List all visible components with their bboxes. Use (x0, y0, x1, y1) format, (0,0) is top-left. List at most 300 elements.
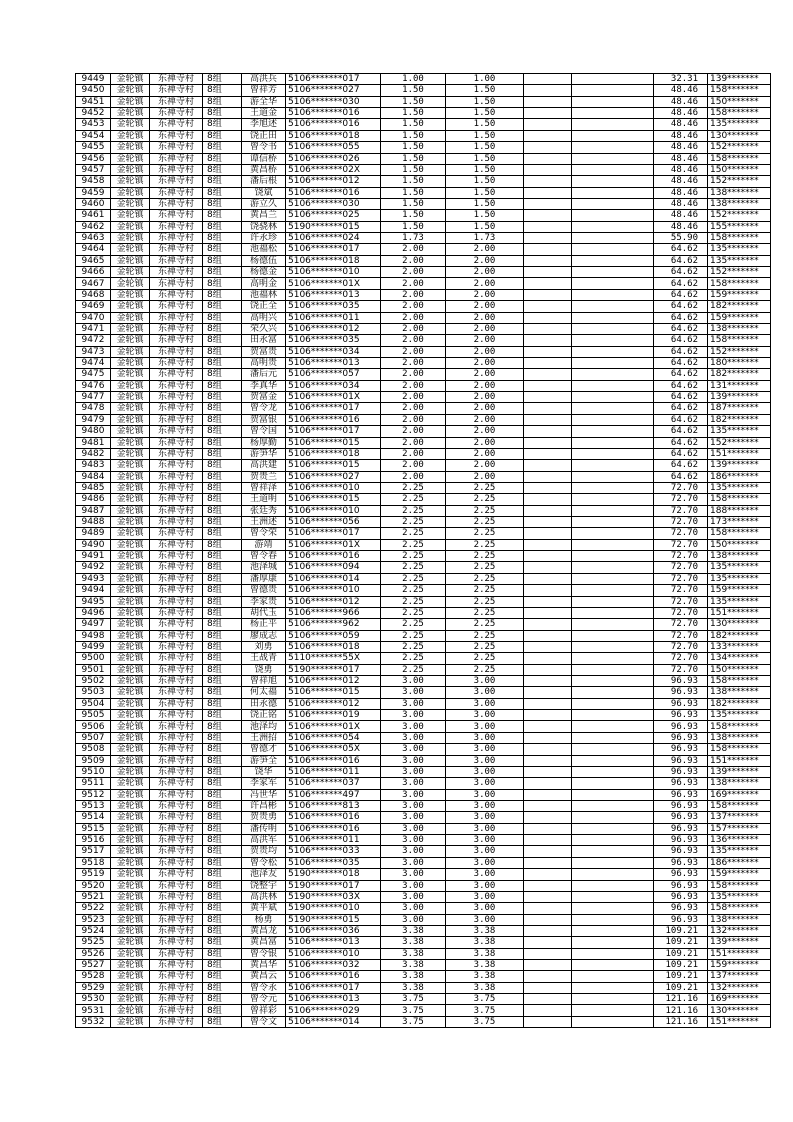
table-row (76, 108, 771, 119)
group-cell: 8组 (203, 267, 242, 278)
area-confirmed-cell: 3.00 (446, 880, 524, 891)
village-cell: 东禅寺村 (150, 846, 203, 857)
blank-cell (524, 187, 572, 198)
phone-cell: 158******* (708, 721, 771, 732)
area-confirmed-cell: 3.00 (446, 903, 524, 914)
table-row (76, 142, 771, 153)
row-number-cell: 9452 (76, 108, 111, 119)
row-number-cell: 9458 (76, 176, 111, 187)
town-cell: 金轮镇 (111, 335, 150, 346)
group-cell: 8组 (203, 255, 242, 266)
town-cell: 金轮镇 (111, 369, 150, 380)
group-cell: 8组 (203, 710, 242, 721)
amount-cell: 48.46 (654, 130, 708, 141)
phone-cell: 132******* (708, 982, 771, 993)
table-row (76, 812, 771, 823)
id-number-cell: 5190*******015 (286, 221, 381, 232)
town-cell: 金轮镇 (111, 835, 150, 846)
name-cell: 黄昌龙 (242, 925, 286, 936)
area-cell: 2.00 (381, 289, 446, 300)
phone-cell: 158******* (708, 85, 771, 96)
town-cell: 金轮镇 (111, 846, 150, 857)
town-cell: 金轮镇 (111, 698, 150, 709)
group-cell: 8组 (203, 641, 242, 652)
id-number-cell: 5106*******012 (286, 176, 381, 187)
row-number-cell: 9527 (76, 960, 111, 971)
area-cell: 2.00 (381, 448, 446, 459)
name-cell: 黄昌桥 (242, 164, 286, 175)
name-cell: 廖成志 (242, 630, 286, 641)
row-number-cell: 9468 (76, 289, 111, 300)
area-confirmed-cell: 2.25 (446, 528, 524, 539)
id-number-cell: 5106*******497 (286, 789, 381, 800)
area-cell: 2.00 (381, 323, 446, 334)
blank-cell (524, 596, 572, 607)
blank-cell (572, 221, 654, 232)
group-cell: 8组 (203, 198, 242, 209)
table-row (76, 573, 771, 584)
row-number-cell: 9460 (76, 198, 111, 209)
table-row (76, 948, 771, 959)
village-cell: 东禅寺村 (150, 460, 203, 471)
id-number-cell: 5106*******017 (286, 982, 381, 993)
name-cell: 李旭述 (242, 119, 286, 130)
name-cell: 冯世华 (242, 789, 286, 800)
phone-cell: 159******* (708, 960, 771, 971)
group-cell: 8组 (203, 505, 242, 516)
group-cell: 8组 (203, 392, 242, 403)
blank-cell (572, 676, 654, 687)
area-cell: 2.00 (381, 357, 446, 368)
area-confirmed-cell: 2.00 (446, 346, 524, 357)
area-cell: 2.00 (381, 301, 446, 312)
name-cell: 黄昌云 (242, 971, 286, 982)
phone-cell: 186******* (708, 857, 771, 868)
table-row (76, 585, 771, 596)
blank-cell (524, 85, 572, 96)
id-number-cell: 5106*******018 (286, 641, 381, 652)
row-number-cell: 9510 (76, 766, 111, 777)
phone-cell: 158******* (708, 676, 771, 687)
blank-cell (572, 801, 654, 812)
name-cell: 李真华 (242, 380, 286, 391)
area-confirmed-cell: 2.25 (446, 482, 524, 493)
phone-cell: 158******* (708, 494, 771, 505)
table-row (76, 85, 771, 96)
area-confirmed-cell: 2.00 (446, 471, 524, 482)
area-confirmed-cell: 3.00 (446, 766, 524, 777)
blank-cell (572, 335, 654, 346)
blank-cell (524, 732, 572, 743)
area-confirmed-cell: 1.00 (446, 74, 524, 85)
table-row (76, 732, 771, 743)
blank-cell (524, 1016, 572, 1027)
town-cell: 金轮镇 (111, 812, 150, 823)
table-row (76, 914, 771, 925)
blank-cell (524, 198, 572, 209)
group-cell: 8组 (203, 766, 242, 777)
group-cell: 8组 (203, 948, 242, 959)
row-number-cell: 9498 (76, 630, 111, 641)
amount-cell: 48.46 (654, 85, 708, 96)
blank-cell (572, 551, 654, 562)
amount-cell: 32.31 (654, 74, 708, 85)
amount-cell: 64.62 (654, 437, 708, 448)
group-cell: 8组 (203, 960, 242, 971)
group-cell: 8组 (203, 937, 242, 948)
amount-cell: 48.46 (654, 164, 708, 175)
blank-cell (572, 494, 654, 505)
amount-cell: 96.93 (654, 721, 708, 732)
row-number-cell: 9531 (76, 1005, 111, 1016)
row-number-cell: 9487 (76, 505, 111, 516)
blank-cell (524, 323, 572, 334)
town-cell: 金轮镇 (111, 255, 150, 266)
id-number-cell: 5106*******013 (286, 357, 381, 368)
town-cell: 金轮镇 (111, 346, 150, 357)
village-cell: 东禅寺村 (150, 176, 203, 187)
row-number-cell: 9517 (76, 846, 111, 857)
phone-cell: 150******* (708, 164, 771, 175)
name-cell: 曾令永 (242, 982, 286, 993)
blank-cell (524, 244, 572, 255)
amount-cell: 96.93 (654, 914, 708, 925)
town-cell: 金轮镇 (111, 551, 150, 562)
phone-cell: 152******* (708, 176, 771, 187)
group-cell: 8组 (203, 676, 242, 687)
area-cell: 2.25 (381, 653, 446, 664)
id-number-cell: 5110*******55X (286, 653, 381, 664)
town-cell: 金轮镇 (111, 471, 150, 482)
blank-cell (572, 346, 654, 357)
table-row (76, 801, 771, 812)
group-cell: 8组 (203, 664, 242, 675)
group-cell: 8组 (203, 982, 242, 993)
blank-cell (524, 789, 572, 800)
area-cell: 1.50 (381, 210, 446, 221)
village-cell: 东禅寺村 (150, 755, 203, 766)
town-cell: 金轮镇 (111, 392, 150, 403)
phone-cell: 134******* (708, 653, 771, 664)
name-cell: 杨厚勤 (242, 437, 286, 448)
area-confirmed-cell: 2.25 (446, 494, 524, 505)
phone-cell: 135******* (708, 255, 771, 266)
row-number-cell: 9520 (76, 880, 111, 891)
phone-cell: 169******* (708, 994, 771, 1005)
id-number-cell: 5106*******035 (286, 301, 381, 312)
name-cell: 高明金 (242, 278, 286, 289)
village-cell: 东禅寺村 (150, 710, 203, 721)
id-number-cell: 5106*******01X (286, 278, 381, 289)
id-number-cell: 5106*******016 (286, 187, 381, 198)
area-confirmed-cell: 1.50 (446, 108, 524, 119)
name-cell: 曾令龙 (242, 403, 286, 414)
row-number-cell: 9459 (76, 187, 111, 198)
row-number-cell: 9470 (76, 312, 111, 323)
phone-cell: 182******* (708, 698, 771, 709)
town-cell: 金轮镇 (111, 528, 150, 539)
area-confirmed-cell: 3.00 (446, 710, 524, 721)
name-cell: 曾祥旭 (242, 676, 286, 687)
table-row (76, 1005, 771, 1016)
blank-cell (572, 1005, 654, 1016)
amount-cell: 72.70 (654, 596, 708, 607)
area-confirmed-cell: 1.50 (446, 119, 524, 130)
area-confirmed-cell: 2.00 (446, 323, 524, 334)
row-number-cell: 9501 (76, 664, 111, 675)
blank-cell (524, 573, 572, 584)
group-cell: 8组 (203, 732, 242, 743)
id-number-cell: 5106*******030 (286, 198, 381, 209)
table-row (76, 96, 771, 107)
name-cell: 饶整宇 (242, 880, 286, 891)
area-cell: 1.50 (381, 119, 446, 130)
group-cell: 8组 (203, 312, 242, 323)
town-cell: 金轮镇 (111, 198, 150, 209)
table-row (76, 721, 771, 732)
phone-cell: 159******* (708, 289, 771, 300)
name-cell: 杨德伍 (242, 255, 286, 266)
town-cell: 金轮镇 (111, 585, 150, 596)
phone-cell: 135******* (708, 891, 771, 902)
group-cell: 8组 (203, 187, 242, 198)
area-cell: 1.73 (381, 233, 446, 244)
blank-cell (572, 937, 654, 948)
name-cell: 曾令国 (242, 426, 286, 437)
area-confirmed-cell: 1.50 (446, 142, 524, 153)
blank-cell (572, 812, 654, 823)
name-cell: 许永珍 (242, 233, 286, 244)
area-confirmed-cell: 1.50 (446, 85, 524, 96)
area-confirmed-cell: 1.50 (446, 210, 524, 221)
area-confirmed-cell: 1.50 (446, 187, 524, 198)
village-cell: 东禅寺村 (150, 142, 203, 153)
blank-cell (524, 823, 572, 834)
table-row (76, 267, 771, 278)
row-number-cell: 9503 (76, 687, 111, 698)
area-cell: 1.50 (381, 153, 446, 164)
blank-cell (572, 687, 654, 698)
blank-cell (524, 846, 572, 857)
amount-cell: 48.46 (654, 187, 708, 198)
village-cell: 东禅寺村 (150, 789, 203, 800)
blank-cell (572, 312, 654, 323)
area-cell: 3.00 (381, 687, 446, 698)
town-cell: 金轮镇 (111, 301, 150, 312)
blank-cell (572, 301, 654, 312)
phone-cell: 137******* (708, 812, 771, 823)
table-row (76, 744, 771, 755)
blank-cell (572, 414, 654, 425)
phone-cell: 138******* (708, 732, 771, 743)
phone-cell: 151******* (708, 448, 771, 459)
blank-cell (524, 448, 572, 459)
amount-cell: 96.93 (654, 801, 708, 812)
town-cell: 金轮镇 (111, 982, 150, 993)
town-cell: 金轮镇 (111, 971, 150, 982)
name-cell: 曾德才 (242, 744, 286, 755)
id-number-cell: 5190*******017 (286, 664, 381, 675)
area-cell: 2.00 (381, 426, 446, 437)
row-number-cell: 9505 (76, 710, 111, 721)
group-cell: 8组 (203, 426, 242, 437)
id-number-cell: 5106*******037 (286, 778, 381, 789)
amount-cell: 48.46 (654, 221, 708, 232)
row-number-cell: 9504 (76, 698, 111, 709)
amount-cell: 109.21 (654, 925, 708, 936)
table-row (76, 698, 771, 709)
town-cell: 金轮镇 (111, 664, 150, 675)
group-cell: 8组 (203, 119, 242, 130)
group-cell: 8组 (203, 755, 242, 766)
id-number-cell: 5106*******05X (286, 744, 381, 755)
amount-cell: 48.46 (654, 176, 708, 187)
area-confirmed-cell: 2.25 (446, 619, 524, 630)
town-cell: 金轮镇 (111, 948, 150, 959)
name-cell: 贺富银 (242, 414, 286, 425)
table-row (76, 857, 771, 868)
id-number-cell: 5106*******016 (286, 755, 381, 766)
row-number-cell: 9449 (76, 74, 111, 85)
name-cell: 李家贵 (242, 596, 286, 607)
name-cell: 黄昌富 (242, 937, 286, 948)
town-cell: 金轮镇 (111, 460, 150, 471)
village-cell: 东禅寺村 (150, 471, 203, 482)
area-cell: 2.25 (381, 607, 446, 618)
area-cell: 3.00 (381, 732, 446, 743)
phone-cell: 135******* (708, 244, 771, 255)
village-cell: 东禅寺村 (150, 108, 203, 119)
town-cell: 金轮镇 (111, 312, 150, 323)
row-number-cell: 9509 (76, 755, 111, 766)
row-number-cell: 9526 (76, 948, 111, 959)
table-row (76, 301, 771, 312)
row-number-cell: 9488 (76, 517, 111, 528)
phone-cell: 151******* (708, 755, 771, 766)
phone-cell: 152******* (708, 210, 771, 221)
area-confirmed-cell: 3.00 (446, 857, 524, 868)
id-number-cell: 5106*******011 (286, 766, 381, 777)
village-cell: 东禅寺村 (150, 278, 203, 289)
amount-cell: 72.70 (654, 630, 708, 641)
area-cell: 2.25 (381, 551, 446, 562)
blank-cell (524, 426, 572, 437)
group-cell: 8组 (203, 130, 242, 141)
area-cell: 2.00 (381, 437, 446, 448)
name-cell: 潘后元 (242, 369, 286, 380)
blank-cell (524, 96, 572, 107)
amount-cell: 96.93 (654, 903, 708, 914)
group-cell: 8组 (203, 994, 242, 1005)
row-number-cell: 9494 (76, 585, 111, 596)
table-row (76, 528, 771, 539)
area-cell: 2.00 (381, 346, 446, 357)
table-row (76, 971, 771, 982)
blank-cell (572, 925, 654, 936)
area-confirmed-cell: 2.00 (446, 448, 524, 459)
village-cell: 东禅寺村 (150, 505, 203, 516)
name-cell: 李家军 (242, 778, 286, 789)
table-row (76, 562, 771, 573)
area-confirmed-cell: 3.00 (446, 744, 524, 755)
blank-cell (572, 380, 654, 391)
blank-cell (572, 528, 654, 539)
blank-cell (572, 562, 654, 573)
id-number-cell: 5106*******013 (286, 994, 381, 1005)
phone-cell: 157******* (708, 823, 771, 834)
blank-cell (572, 744, 654, 755)
area-cell: 2.00 (381, 244, 446, 255)
area-confirmed-cell: 2.25 (446, 573, 524, 584)
name-cell: 游笋全 (242, 755, 286, 766)
blank-cell (572, 982, 654, 993)
group-cell: 8组 (203, 448, 242, 459)
id-number-cell: 5106*******025 (286, 210, 381, 221)
group-cell: 8组 (203, 971, 242, 982)
blank-cell (524, 301, 572, 312)
group-cell: 8组 (203, 619, 242, 630)
town-cell: 金轮镇 (111, 823, 150, 834)
area-confirmed-cell: 2.25 (446, 596, 524, 607)
amount-cell: 96.93 (654, 710, 708, 721)
amount-cell: 121.16 (654, 1016, 708, 1027)
row-number-cell: 9511 (76, 778, 111, 789)
area-cell: 3.00 (381, 676, 446, 687)
blank-cell (572, 619, 654, 630)
group-cell: 8组 (203, 289, 242, 300)
village-cell: 东禅寺村 (150, 676, 203, 687)
amount-cell: 72.70 (654, 517, 708, 528)
area-confirmed-cell: 3.00 (446, 846, 524, 857)
phone-cell: 152******* (708, 142, 771, 153)
table-row (76, 130, 771, 141)
village-cell: 东禅寺村 (150, 732, 203, 743)
area-cell: 2.25 (381, 630, 446, 641)
area-cell: 3.00 (381, 698, 446, 709)
id-number-cell: 5106*******010 (286, 585, 381, 596)
name-cell: 胡代玉 (242, 607, 286, 618)
table-row (76, 641, 771, 652)
blank-cell (524, 312, 572, 323)
group-cell: 8组 (203, 346, 242, 357)
table-row (76, 74, 771, 85)
id-number-cell: 5106*******054 (286, 732, 381, 743)
village-cell: 东禅寺村 (150, 960, 203, 971)
blank-cell (572, 210, 654, 221)
blank-cell (524, 698, 572, 709)
area-cell: 2.25 (381, 562, 446, 573)
blank-cell (524, 335, 572, 346)
area-cell: 1.50 (381, 96, 446, 107)
group-cell: 8组 (203, 857, 242, 868)
id-number-cell: 5106*******016 (286, 971, 381, 982)
table-row (76, 687, 771, 698)
area-confirmed-cell: 1.73 (446, 233, 524, 244)
id-number-cell: 5106*******966 (286, 607, 381, 618)
row-number-cell: 9486 (76, 494, 111, 505)
group-cell: 8组 (203, 96, 242, 107)
town-cell: 金轮镇 (111, 619, 150, 630)
area-confirmed-cell: 2.00 (446, 380, 524, 391)
group-cell: 8组 (203, 164, 242, 175)
id-number-cell: 5106*******016 (286, 812, 381, 823)
town-cell: 金轮镇 (111, 108, 150, 119)
table-row (76, 823, 771, 834)
area-cell: 2.00 (381, 278, 446, 289)
row-number-cell: 9469 (76, 301, 111, 312)
phone-cell: 150******* (708, 664, 771, 675)
area-confirmed-cell: 2.00 (446, 244, 524, 255)
